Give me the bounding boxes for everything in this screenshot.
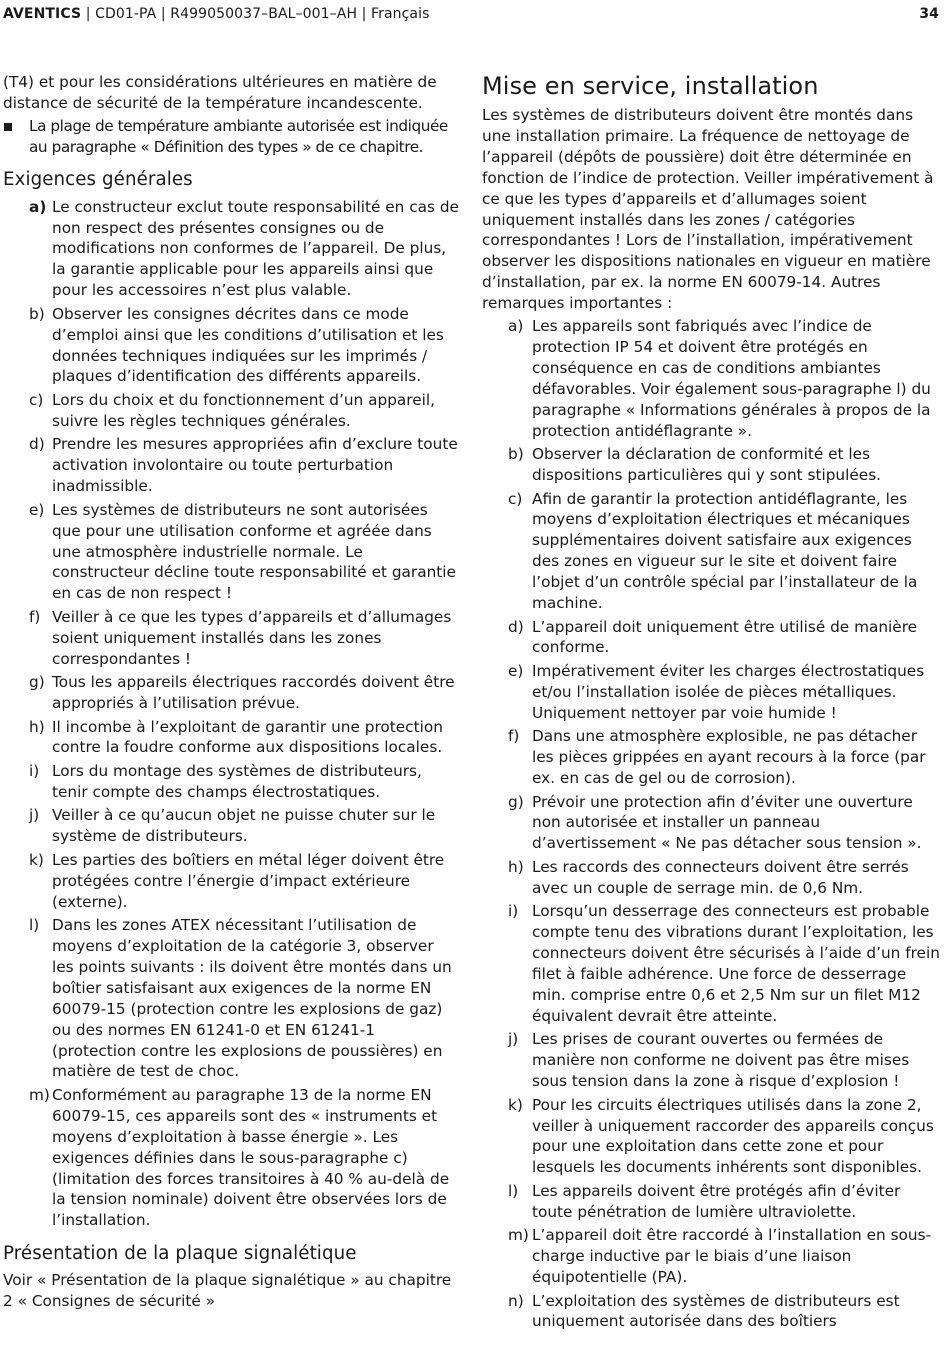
brand-name: AVENTICS	[3, 6, 82, 22]
list-item-marker: m)	[29, 1085, 50, 1104]
list-item-marker: a)	[29, 197, 47, 216]
list-item-text: Le constructeur exclut toute responsabilité en cas de non respect des présentes consignes ou de modifications non conformes de l’appareil. De plus, la garantie applicable pour les appareils ainsi que pour les accessoires n’est plus valable.	[52, 197, 459, 300]
list-item-marker: c)	[508, 489, 523, 508]
list-item	[3, 805, 459, 847]
list-item	[482, 792, 940, 855]
list-item-marker: l)	[508, 1181, 519, 1200]
list-item	[482, 1029, 940, 1092]
list-item	[482, 857, 940, 899]
intro-paragraph: (T4) et pour les considérations ultérieures en matière de distance de sécurité de la température incandescente.	[3, 73, 437, 112]
list-item-text: Il incombe à l’exploitant de garantir une protection contre la foudre conforme aux dispositions locales.	[52, 717, 443, 757]
list-item	[3, 850, 459, 913]
list-item-marker: b)	[29, 304, 45, 323]
list-item	[3, 390, 459, 432]
list-item-marker: d)	[508, 617, 524, 636]
list-item	[482, 489, 940, 614]
list-item	[3, 500, 459, 605]
list-item-marker: k)	[29, 850, 44, 869]
list-item	[3, 197, 459, 302]
list-item	[482, 316, 940, 441]
ambient-temperature-bullet	[3, 116, 459, 158]
list-item-marker: j)	[29, 806, 40, 825]
list-item-marker: e)	[29, 500, 45, 519]
document-reference: | CD01-PA | R499050037–BAL–001–AH | Français	[81, 6, 430, 22]
list-item-text: Les prises de courant ouvertes ou fermées de manière non conforme ne doivent pas être mises sous tension dans la zone à risque d’explosion !	[532, 1030, 910, 1091]
list-item-text: Conformément au paragraphe 13 de la norme EN 60079-15, ces appareils sont des « instruments et moyens d’exploitation à basse énergie ». Les exigences définies dans le sous-paragraphe c) (limitation des forces transitoires à 40 % au-delà de la tension nominale) doivent être observées lors de l’installation.	[52, 1085, 450, 1230]
list-item-text: Tous les appareils électriques raccordés doivent être appropriés à l’utilisation prévue.	[52, 673, 455, 713]
list-item-text: Lors du montage des systèmes de distributeurs, tenir compte des champs électrostatiques.	[52, 761, 422, 801]
list-item-marker: a)	[508, 317, 524, 336]
list-item-marker: g)	[29, 673, 45, 692]
list-item-text: Dans une atmosphère explosible, ne pas détacher les pièces grippées en ayant recours à la force (par ex. en cas de gel ou de corrosion).	[532, 727, 926, 788]
list-item-marker: g)	[508, 792, 524, 811]
list-item-text: Impérativement éviter les charges électrostatiques et/ou l’installation isolée de pièces métalliques. Uniquement nettoyer par voie humide !	[532, 661, 925, 722]
list-item-marker: c)	[29, 390, 44, 409]
list-item-text: Veiller à ce que les types d’appareils et d’allumages soient uniquement installés dans les zones correspondantes !	[52, 607, 452, 668]
list-item-text: Observer la déclaration de conformité et les dispositions particulières qui y sont stipulées.	[532, 445, 882, 484]
plate-presentation-text: Voir « Présentation de la plaque signalétique » au chapitre 2 « Consignes de sécurité »	[3, 1271, 452, 1311]
page-number: 34	[919, 6, 939, 22]
list-item-text: Les raccords des connecteurs doivent être serrés avec un couple de serrage min. de 0,6 Nm.	[532, 857, 909, 897]
list-item-text: L’appareil doit être raccordé à l’installation en sous-charge inductive par le biais d’une liaison équipotentielle (PA).	[532, 1226, 932, 1287]
list-item-text: Veiller à ce qu’aucun objet ne puisse chuter sur le système de distributeurs.	[52, 806, 436, 846]
square-bullet-icon	[4, 123, 12, 131]
list-item-text: Observer les consignes décrites dans ce mode d’emploi ainsi que les conditions d’utilisation et les données techniques indiquées sur les imprimés / plaques d’identification des différents appareils.	[52, 304, 444, 386]
commissioning-heading: Mise en service, installation	[482, 72, 819, 100]
list-item-marker: d)	[29, 435, 45, 454]
list-item	[482, 1181, 940, 1223]
list-item	[482, 617, 940, 659]
list-item-marker: l)	[29, 916, 40, 935]
list-item	[482, 1225, 940, 1288]
list-item	[3, 717, 459, 759]
page-header	[3, 6, 939, 26]
list-item	[3, 672, 459, 714]
list-item-text: Prévoir une protection afin d’éviter une ouverture non autorisée et installer un panneau d’avertissement « Ne pas détacher sous tension ».	[532, 792, 922, 853]
list-item-text: Lors du choix et du fonctionnement d’un appareil, suivre les règles techniques générales.	[52, 390, 436, 430]
list-item	[482, 444, 940, 486]
list-item	[482, 661, 940, 724]
list-item-text: Les appareils sont fabriqués avec l’indice de protection IP 54 et doivent être protégés en conséquence en cas de conditions ambiantes défavorables. Voir également sous-paragraphe l) du paragraphe « Informations générales à propos de la protection antidéflagrante ».	[532, 317, 931, 440]
general-requirements-heading: Exigences générales	[3, 168, 193, 190]
list-item	[482, 901, 940, 1026]
bullet-text: La plage de température ambiante autorisée est indiquée au paragraphe « Définition des types » de ce chapitre.	[29, 116, 448, 156]
general-requirements-list	[3, 197, 459, 1232]
list-item-text: Les systèmes de distributeurs ne sont autorisées que pour une utilisation conforme et agréée dans une atmosphère industrielle normale. Le constructeur décline toute responsabilité et garantie en cas de non respect !	[52, 500, 456, 603]
list-item-marker: h)	[508, 857, 524, 876]
plate-presentation-heading: Présentation de la plaque signalétique	[3, 1243, 357, 1265]
list-item-text: Pour les circuits électriques utilisés dans la zone 2, veiller à uniquement raccorder des appareils conçus pour une exploitation dans cette zone et pour lesquels les documents inhérents sont disponibles.	[532, 1095, 934, 1177]
important-remarks-list	[482, 316, 940, 1332]
list-item-marker: f)	[508, 727, 520, 746]
list-item	[3, 434, 459, 497]
list-item-marker: f)	[29, 607, 41, 626]
list-item-text: Lorsqu’un desserrage des connecteurs est probable compte tenu des vibrations durant l’exploitation, les connecteurs doivent être sécurisés à l’aide d’un frein filet à faible adhérence. Une force de desserrage min. comprise entre 0,6 et 2,5 Nm sur un filet M12 équivalent devrait être atteinte.	[532, 902, 940, 1025]
list-item-marker: j)	[508, 1030, 519, 1049]
list-item	[3, 607, 459, 670]
list-item	[3, 1085, 459, 1231]
list-item-text: Dans les zones ATEX nécessitant l’utilisation de moyens d’exploitation de la catégorie 3, observer les points suivants : ils doivent être montés dans un boîtier satisfaisant aux exigences de la norme EN 60079-15 (protection contre les explosions de gaz) ou des normes EN 61241-0 et EN 61241-1 (protection contre les explosions de poussières) en matière de test de choc.	[52, 916, 452, 1081]
list-item-text: L’appareil doit uniquement être utilisé de manière conforme.	[532, 617, 918, 657]
right-column	[482, 72, 940, 1335]
list-item-marker: m)	[508, 1226, 529, 1245]
list-item-text: Les appareils doivent être protégés afin d’éviter toute pénétration de lumière ultraviolette.	[532, 1181, 901, 1221]
commissioning-intro: Les systèmes de distributeurs doivent être montés dans une installation primaire. La fréquence de nettoyage de l’appareil (dépôts de poussière) doit être déterminée en fonction de l’indice de protection. Veiller impérativement à ce que les types d’appareils et d’allumages soient uniquement installés dans les zones / catégories correspondantes ! Lors de l’installation, impérativement observer les dispositions nationales en vigueur en matière d’installation, par ex. la norme EN 60079-14. Autres remarques importantes :	[482, 106, 934, 313]
list-item	[3, 761, 459, 803]
list-item-text: Prendre les mesures appropriées afin d’exclure toute activation involontaire ou toute perturbation inadmissible.	[52, 435, 458, 496]
list-item-text: L’exploitation des systèmes de distributeurs est uniquement autorisée dans des boîtiers	[532, 1291, 900, 1331]
list-item-marker: i)	[508, 902, 519, 921]
left-column	[3, 72, 459, 1312]
list-item-marker: e)	[508, 661, 524, 680]
list-item-marker: h)	[29, 717, 45, 736]
list-item-marker: n)	[508, 1291, 524, 1310]
list-item-marker: i)	[29, 761, 40, 780]
list-item	[3, 304, 459, 388]
list-item-marker: b)	[508, 445, 524, 464]
list-item-marker: k)	[508, 1095, 523, 1114]
list-item-text: Afin de garantir la protection antidéflagrante, les moyens d’exploitation électriques et mécaniques supplémentaires doivent satisfaire aux exigences des zones en vigueur sur le site et doivent faire l’objet d’un contrôle spécial par l’installateur de la machine.	[532, 489, 918, 613]
list-item	[482, 726, 940, 789]
list-item-text: Les parties des boîtiers en métal léger doivent être protégées contre l’énergie d’impact extérieure (externe).	[52, 850, 445, 911]
list-item	[482, 1095, 940, 1179]
list-item	[3, 915, 459, 1082]
list-item	[482, 1291, 940, 1333]
